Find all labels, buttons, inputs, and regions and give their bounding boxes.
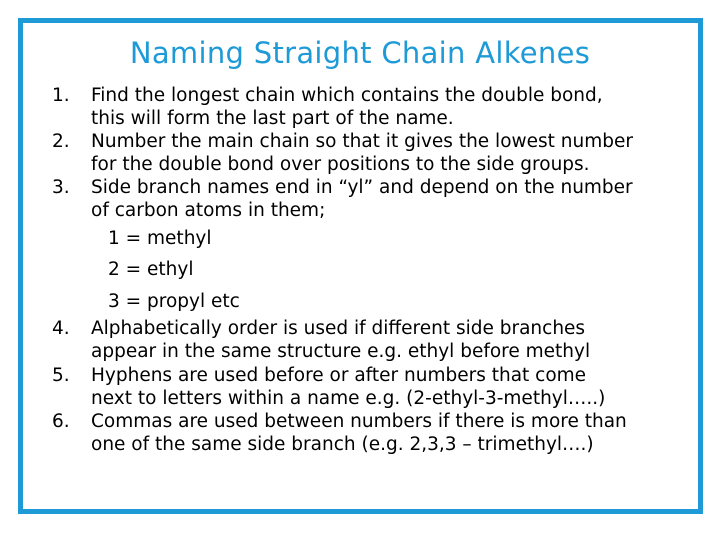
rule-item-3: [52, 176, 682, 317]
rule-line: Number the main chain so that it gives the lowest number: [91, 131, 634, 153]
rule-line: Alphabetically order is used if different side branches: [91, 318, 586, 340]
rule-line: Side branch names end in “yl” and depend on the number: [91, 177, 633, 199]
rule-item-4: [52, 317, 682, 363]
rule-number: 3.: [52, 177, 70, 199]
rule-line: Find the longest chain which contains the double bond,: [91, 85, 603, 106]
rule-line: this will form the last part of the name.: [91, 108, 454, 130]
rule-number: 1.: [52, 85, 70, 106]
rule-line: appear in the same structure e.g. ethyl before methyl: [91, 341, 591, 363]
side-branch-example: 1 = methyl: [108, 227, 212, 249]
rule-item-6: [52, 410, 682, 456]
rule-item-2: [52, 130, 682, 176]
rule-line: Hyphens are used before or after numbers that come: [91, 364, 587, 386]
rule-number: 4.: [52, 318, 70, 340]
rule-line: next to letters within a name e.g. (2-ethyl-3-methyl…..): [91, 387, 606, 409]
rule-item-1: [52, 84, 682, 130]
side-branch-example: 2 = ethyl: [108, 259, 194, 281]
rule-line: Commas are used between numbers if there is more than: [91, 410, 627, 432]
rule-number: 5.: [52, 364, 70, 386]
rule-line: of carbon atoms in them;: [91, 200, 326, 222]
rule-line: for the double bond over positions to the side groups.: [91, 154, 590, 176]
rules-list: [52, 84, 682, 456]
slide-title: Naming Straight Chain Alkenes: [129, 36, 591, 70]
side-branch-example: 3 = propyl etc: [108, 290, 240, 312]
rule-number: 2.: [52, 131, 70, 153]
rule-number: 6.: [52, 410, 70, 432]
rule-item-5: [52, 364, 682, 410]
rule-line: one of the same side branch (e.g. 2,3,3 – trimethyl….): [91, 433, 594, 455]
